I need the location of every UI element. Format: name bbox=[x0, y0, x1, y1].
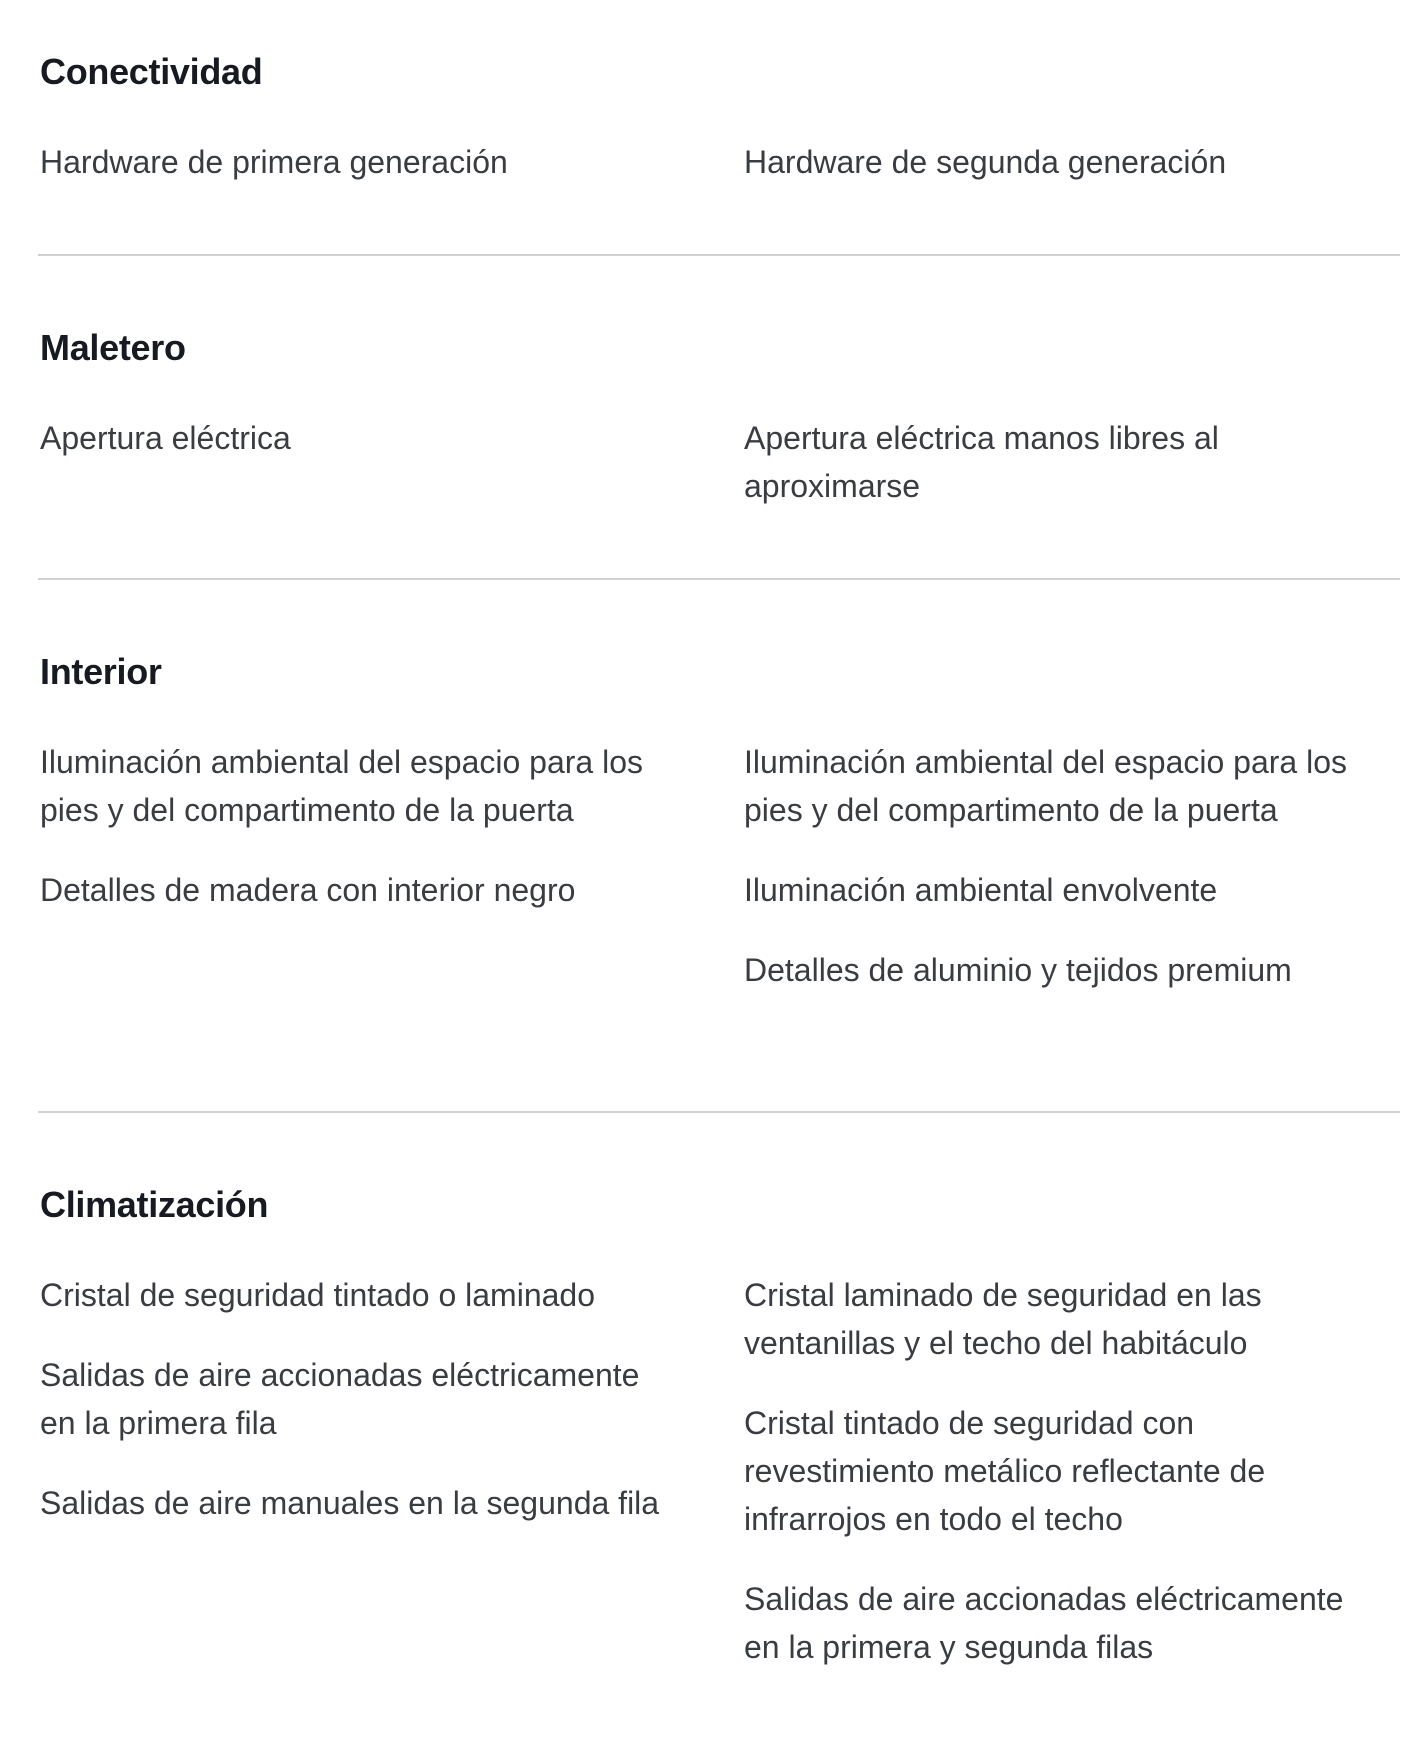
section-divider bbox=[38, 254, 1400, 256]
section-divider bbox=[38, 1111, 1400, 1113]
left-column bbox=[40, 414, 660, 494]
right-column bbox=[744, 414, 1364, 542]
section-title: Interior bbox=[40, 651, 162, 692]
feature-item: Salidas de aire manuales en la segunda fila bbox=[40, 1485, 660, 1521]
left-column bbox=[40, 138, 660, 218]
feature-item: Iluminación ambiental envolvente bbox=[744, 872, 1218, 908]
feature-item: Apertura eléctrica manos libres al aproximarse bbox=[744, 420, 1219, 504]
feature-item: Cristal de seguridad tintado o laminado bbox=[40, 1277, 595, 1313]
section-title: Maletero bbox=[40, 327, 186, 368]
feature-item: Cristal tintado de seguridad con revestimiento metálico reflectante de infrarrojos en todo el techo bbox=[744, 1405, 1266, 1537]
left-column bbox=[40, 738, 660, 946]
feature-item: Detalles de madera con interior negro bbox=[40, 872, 576, 908]
right-column bbox=[744, 738, 1364, 1026]
feature-item: Detalles de aluminio y tejidos premium bbox=[744, 952, 1292, 988]
feature-item: Salidas de aire accionadas eléctricamente en la primera y segunda filas bbox=[744, 1581, 1344, 1665]
right-column bbox=[744, 138, 1364, 218]
feature-item: Hardware de segunda generación bbox=[744, 144, 1227, 180]
feature-item: Hardware de primera generación bbox=[40, 144, 508, 180]
feature-item: Salidas de aire accionadas eléctricamente en la primera fila bbox=[40, 1357, 640, 1441]
feature-item: Iluminación ambiental del espacio para los pies y del compartimento de la puerta bbox=[40, 744, 644, 828]
left-column bbox=[40, 1271, 660, 1559]
right-column bbox=[744, 1271, 1364, 1703]
section-divider bbox=[38, 578, 1400, 580]
feature-item: Apertura eléctrica bbox=[40, 420, 291, 456]
section-title: Conectividad bbox=[40, 51, 263, 92]
section-title: Climatización bbox=[40, 1184, 269, 1225]
feature-item: Cristal laminado de seguridad en las ventanillas y el techo del habitáculo bbox=[744, 1277, 1262, 1361]
feature-item: Iluminación ambiental del espacio para los pies y del compartimento de la puerta bbox=[744, 744, 1348, 828]
